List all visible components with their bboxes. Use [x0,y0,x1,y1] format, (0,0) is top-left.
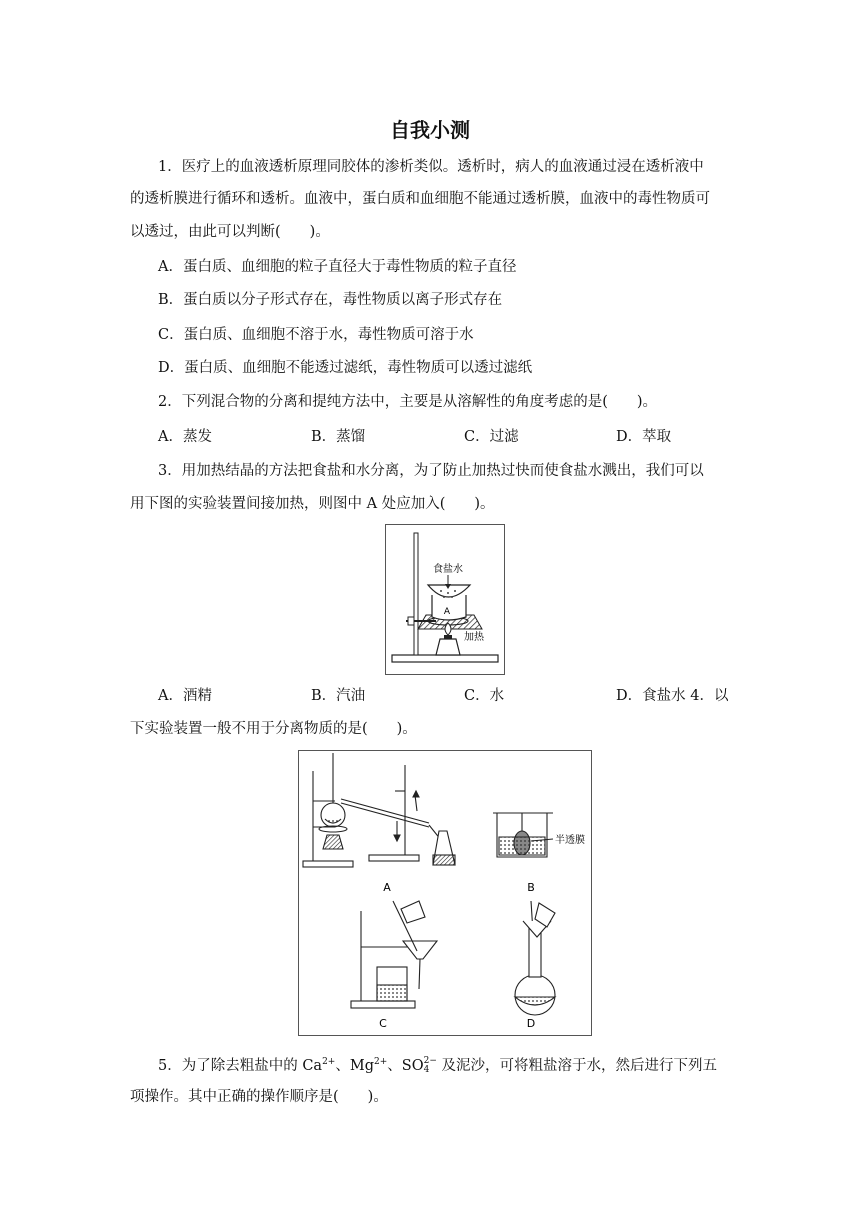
q5-text-sep1: 、Mg [335,1057,374,1074]
q4-label-b: B [527,881,535,894]
q5-mg-charge: 2+ [374,1057,388,1067]
q4-label-membrane: 半透膜 [555,835,585,846]
q5-text-suffix: 及泥沙，可将粗盐溶于水，然后进行下列五 [436,1057,717,1074]
q1-option-c[interactable]: C．蛋白质、血细胞不溶于水，毒性物质可溶于水 [158,327,474,343]
q5-sulfate-charge: 2− 4 [423,1055,437,1075]
q3-option-a[interactable]: A．酒精 [158,688,212,704]
page-title: 自我小测 [390,118,470,142]
q1-stem-line-3: 以透过，由此可以判断( )。 [130,224,330,240]
q3-stem-line-2: 用下图的实验装置间接加热，则图中 A 处应加入( )。 [130,496,495,512]
q1-option-d[interactable]: D．蛋白质、血细胞不能透过滤纸，毒性物质可以透过滤纸 [158,360,533,376]
q1-option-b[interactable]: B．蛋白质以分子形式存在，毒性物质以离子形式存在 [158,292,503,308]
q3-option-d[interactable]: D．食盐水 4．以 [616,688,729,704]
q4-figure-apparatus-set [298,750,592,1036]
q3-option-c[interactable]: C．水 [464,688,505,704]
q5-ca-charge: 2+ [322,1057,336,1067]
q5-stem-line-2: 项操作。其中正确的操作顺序是( )。 [130,1089,388,1105]
q3-figure-heating-apparatus [385,524,505,675]
q2-stem: 2．下列混合物的分离和提纯方法中，主要是从溶解性的角度考虑的是( )。 [158,394,658,410]
q4-label-c: C [379,1017,387,1030]
q4-label-d: D [526,1017,536,1030]
q3-label-a: A [443,607,451,617]
q5-stem-line-1 [158,1052,717,1076]
q4-stem: 下实验装置一般不用于分离物质的是( )。 [130,721,417,737]
q5-text-sep2: 、SO [387,1057,424,1074]
q1-option-a[interactable]: A．蛋白质、血细胞的粒子直径大于毒性物质的粒子直径 [158,259,517,275]
q4-label-a: A [383,881,391,894]
q3-label-saltwater: 食盐水 [433,564,463,575]
q1-stem-line-2: 的透析膜进行循环和透析。血液中，蛋白质和血细胞不能通过透析膜，血液中的毒性物质可 [130,191,710,207]
q2-option-b[interactable]: B．蒸馏 [311,429,366,445]
q5-text-prefix: 5．为了除去粗盐中的 Ca [158,1057,323,1074]
q2-option-d[interactable]: D．萃取 [616,429,672,445]
q1-stem-line-1: 1．医疗上的血液透析原理同胶体的渗析类似。透析时，病人的血液通过浸在透析液中 [158,159,704,175]
q2-option-a[interactable]: A．蒸发 [158,429,212,445]
q2-option-c[interactable]: C．过滤 [464,429,519,445]
q3-label-heat: 加热 [464,632,484,643]
q3-stem-line-1: 3．用加热结晶的方法把食盐和水分离，为了防止加热过快而使食盐水溅出，我们可以 [158,463,704,479]
q3-option-b[interactable]: B．汽油 [311,688,366,704]
